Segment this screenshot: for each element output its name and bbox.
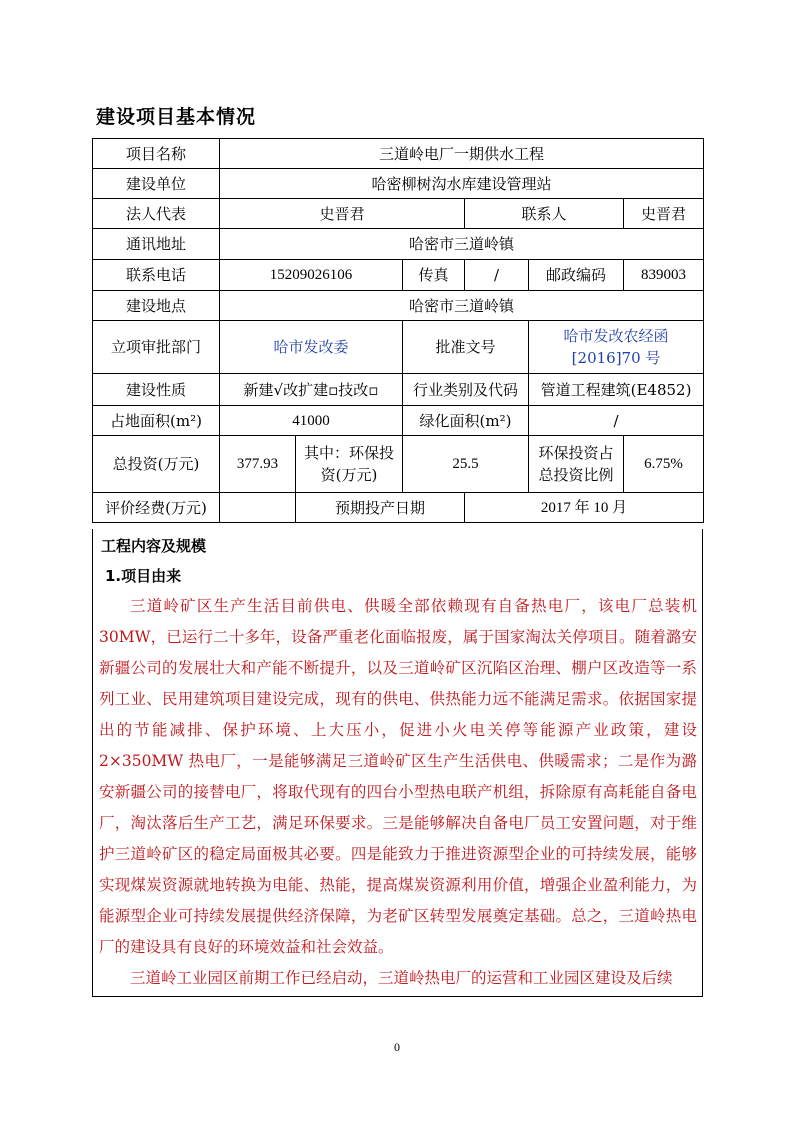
contact-label: 联系人 [465,199,624,229]
approval-no-label: 批准文号 [403,321,529,374]
postcode-label: 邮政编码 [529,260,624,291]
content-section [92,529,703,997]
page-number: 0 [394,1040,400,1054]
phone-value: 15209026106 [220,260,403,291]
location-value: 哈密市三道岭镇 [220,291,704,321]
total-invest-value: 377.93 [220,436,296,493]
env-invest-label-line1: 其中：环保投 [303,444,394,462]
env-ratio-value: 6.75% [624,436,704,493]
operation-date-label: 预期投产日期 [296,493,465,523]
fax-label: 传真 [403,260,465,291]
approval-no-value [529,321,704,374]
env-invest-label-line2: 资(万元) [320,466,378,484]
page-title: 建设项目基本情况 [96,106,257,128]
land-area-label: 占地面积(m²) [93,406,220,436]
approval-no-line2: [2016]70 号 [571,349,661,367]
env-invest-label [296,436,403,493]
approval-no-line1: 哈市发改农经函 [563,327,669,345]
phone-label: 联系电话 [93,260,220,291]
eval-fee-label: 评价经费(万元) [93,493,220,523]
land-area-value: 41000 [220,406,403,436]
env-ratio-label-line2: 总投资比例 [538,466,614,484]
env-ratio-label [529,436,624,493]
address-label: 通讯地址 [93,229,220,260]
paragraph-1: 三道岭矿区生产生活目前供电、供暖全部依赖现有自备热电厂，该电厂总装机30MW，已运行二十多年，设备严重老化面临报废，属于国家淘汰关停项目。随着潞安新疆公司的发展壮大和产能不断提升，以及三道岭矿区沉陷区治理、棚户区改造等一系列工业、民用建筑项目建设完成，现有的供电、供热能力远不能满足需求。依据国家提出的节能减排、保护环境、上大压小，促进小火电关停等能源产业政策，建设 2×350MW 热电厂，一是能够满足三道岭矿区生产生活供电、供暖需求；二是作为潞安新疆公司的接替电厂，将取代现有的四台小型热电联产机组，拆除原有高耗能自备电厂，淘汰落后生产工艺，满足环保要求。三是能够解决自备电厂员工安置问题，对于维护三道岭矿区的稳定局面极其必要。四是能致力于推进资源型企业的可持续发展，能够实现煤炭资源就地转换为电能、热能，提高煤炭资源利用价值，增强企业盈利能力，为能源型企业可持续发展提供经济保障，为老矿区转型发展奠定基础。总之，三道岭热电厂的建设具有良好的环境效益和社会效益。 [99,597,697,956]
industry-label: 行业类别及代码 [403,374,529,406]
postcode-value: 839003 [624,260,704,291]
fax-value: / [465,260,529,291]
approval-dept-value: 哈市发改委 [220,321,403,374]
project-name-value: 三道岭电厂一期供水工程 [220,139,704,169]
nature-value: 新建√改扩建▫技改▫ [220,374,403,406]
sub-heading: 1.项目由来 [105,567,182,585]
nature-label: 建设性质 [93,374,220,406]
operation-date-value: 2017 年 10 月 [465,493,704,523]
location-label: 建设地点 [93,291,220,321]
industry-value: 管道工程建筑(E4852) [529,374,704,406]
env-ratio-label-line1: 环保投资占 [538,444,614,462]
approval-dept-label: 立项审批部门 [93,321,220,374]
project-name-label: 项目名称 [93,139,220,169]
env-invest-value: 25.5 [403,436,529,493]
green-area-label: 绿化面积(m²) [403,406,529,436]
paragraph-2: 三道岭工业园区前期工作已经启动，三道岭热电厂的运营和工业园区建设及后续 [130,969,673,987]
builder-label: 建设单位 [93,169,220,199]
project-info-table [92,138,704,523]
eval-fee-value [220,493,296,523]
builder-value: 哈密柳树沟水库建设管理站 [220,169,704,199]
address-value: 哈密市三道岭镇 [220,229,704,260]
legal-rep-label: 法人代表 [93,199,220,229]
legal-rep-value: 史晋君 [220,199,465,229]
contact-value: 史晋君 [624,199,704,229]
section-heading: 工程内容及规模 [101,537,207,555]
total-invest-label: 总投资(万元) [93,436,220,493]
green-area-value: / [529,406,704,436]
